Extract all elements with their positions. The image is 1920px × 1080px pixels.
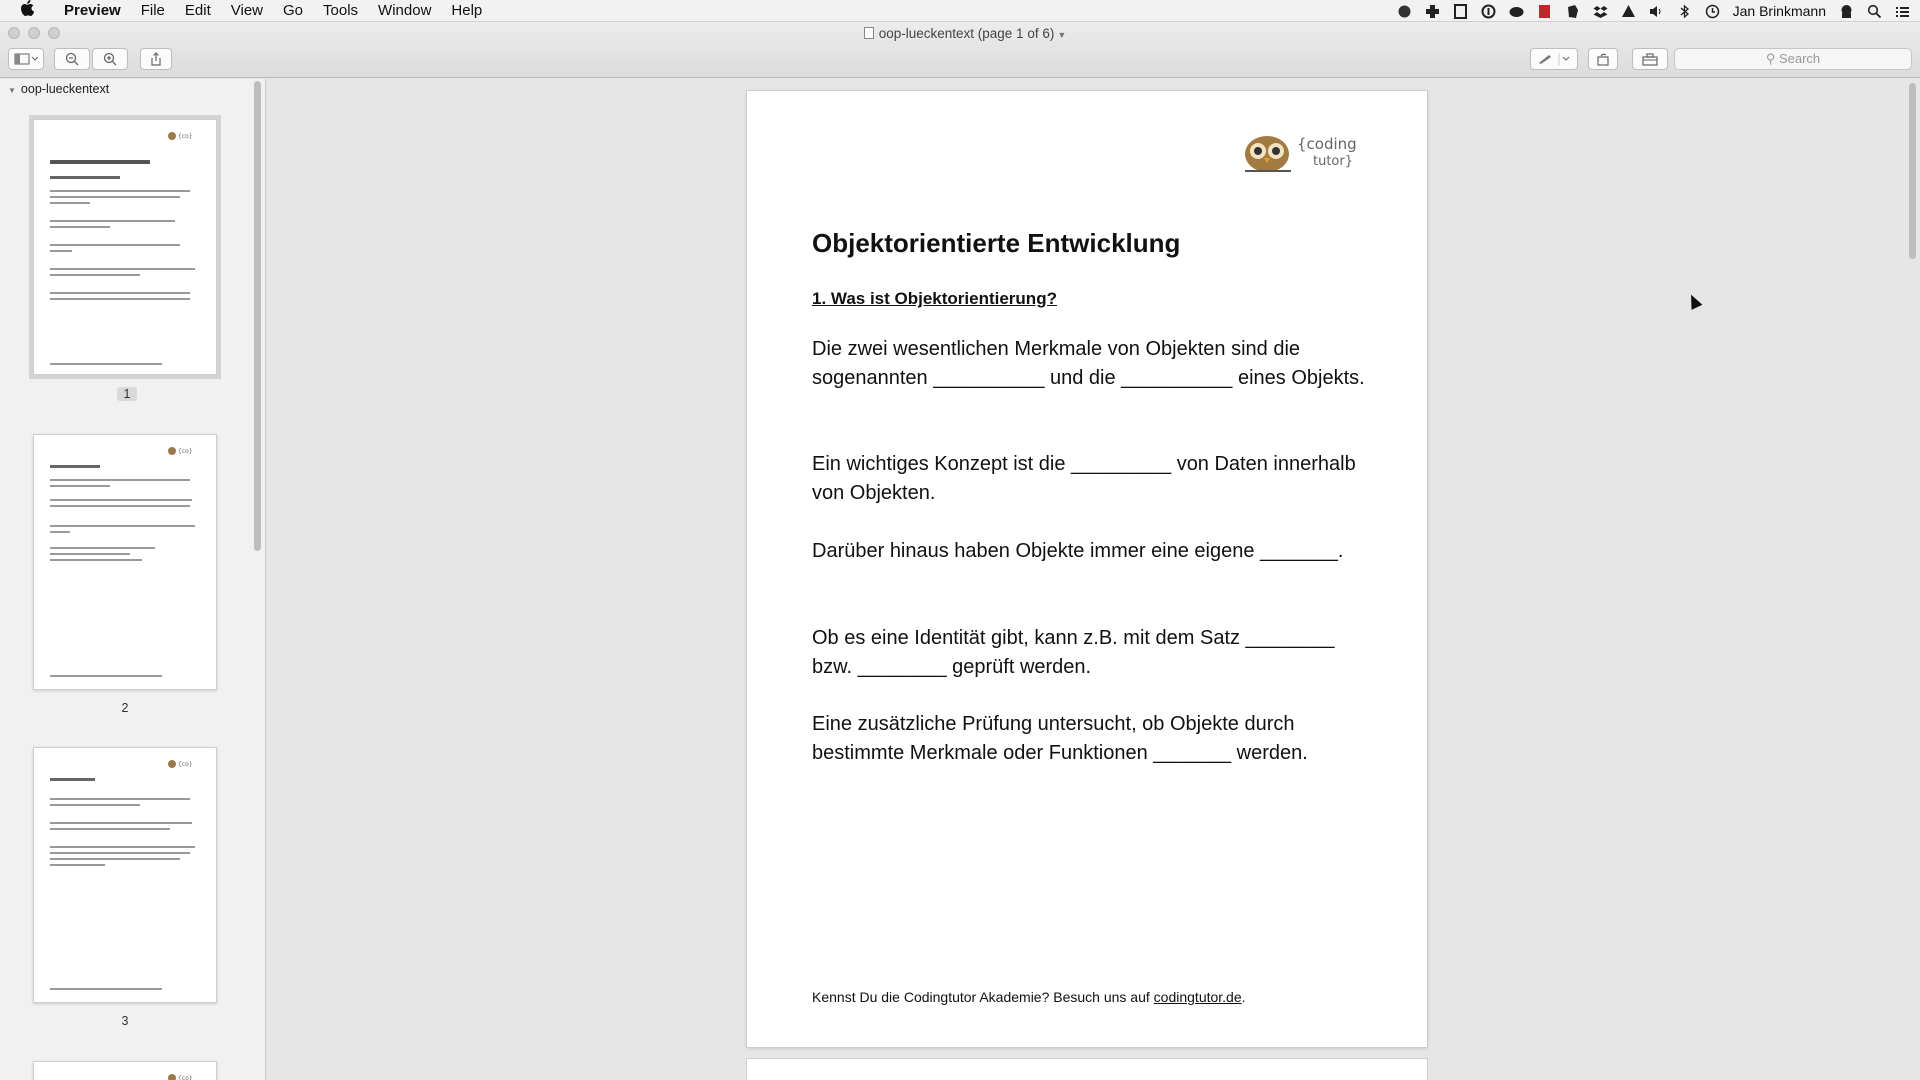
thumbnail-text-line — [50, 274, 140, 276]
status-app-icon[interactable] — [1397, 4, 1412, 19]
thumbnail-footer-line — [50, 675, 162, 677]
sidebar-scrollbar[interactable] — [254, 81, 261, 551]
search-field[interactable] — [1674, 48, 1912, 70]
thumbnail-text-line — [50, 505, 190, 507]
toolbox-icon — [1642, 53, 1658, 66]
thumbnail-text-line — [50, 525, 195, 527]
window-toolbar — [0, 22, 1920, 78]
thumbnail-text-line — [50, 499, 192, 501]
menu-bar — [0, 0, 1920, 22]
chevron-down-icon: ▼ — [1057, 30, 1067, 40]
toolbox-button[interactable] — [1632, 48, 1668, 70]
pdf-page-1 — [747, 91, 1427, 1047]
status-menus — [1397, 0, 1910, 22]
logo-text-coding: {coding — [1297, 135, 1357, 153]
zoom-in-icon — [103, 52, 117, 66]
thumbnail-text-line — [50, 822, 192, 824]
thumbnail-logo — [168, 758, 198, 769]
thumbnail-title-line — [50, 160, 150, 164]
page-thumbnail-3[interactable] — [33, 747, 217, 1003]
drive-status-icon[interactable] — [1621, 4, 1636, 19]
thumbnail-text-line — [50, 479, 190, 481]
thumbnail-text-line — [50, 298, 190, 300]
thumbnail-text-line — [50, 220, 175, 222]
page-thumbnail-2[interactable] — [33, 434, 217, 690]
footer-link[interactable]: codingtutor.de — [1153, 989, 1242, 1005]
thumbnail-heading-line — [50, 465, 100, 468]
rotate-icon — [1596, 52, 1610, 66]
thumbnail-text-line — [50, 196, 180, 198]
thumbnail-footer-line — [50, 988, 162, 990]
zoom-out-button[interactable] — [54, 48, 90, 70]
menu-view[interactable]: View — [230, 2, 263, 19]
thumbnail-text-line — [50, 244, 180, 246]
menu-edit[interactable]: Edit — [184, 2, 211, 19]
thumbnail-text-line — [50, 268, 195, 270]
info-status-icon[interactable] — [1481, 4, 1496, 19]
menu-window[interactable]: Window — [378, 2, 432, 19]
thumbnail-footer-line — [50, 363, 162, 365]
thumbnail-text-line — [50, 864, 105, 866]
sidebar-icon — [14, 53, 38, 65]
plus-status-icon[interactable] — [1425, 4, 1440, 19]
svg-text:{co}: {co} — [178, 761, 193, 768]
thumbnail-text-line — [50, 798, 190, 800]
bookmark-status-icon[interactable] — [1453, 4, 1468, 19]
menu-help[interactable]: Help — [451, 2, 483, 19]
thumbnail-text-line — [50, 547, 155, 549]
search-placeholder: Search — [1778, 51, 1821, 66]
page-number-2: 2 — [121, 701, 129, 715]
thumbnail-text-line — [50, 226, 110, 228]
thumbnail-heading-line — [50, 778, 95, 781]
page-thumbnail-4[interactable] — [33, 1061, 217, 1080]
thumbnail-text-line — [50, 553, 130, 555]
notification-center-icon[interactable] — [1895, 4, 1910, 19]
codingtutor-logo — [1243, 127, 1367, 175]
zoom-in-button[interactable] — [92, 48, 128, 70]
paragraph-4: Ob es eine Identität gibt, kann z.B. mit dem Satz ________ bzw. ________ geprüft werden. — [812, 627, 1335, 678]
logo-text-tutor: tutor} — [1313, 154, 1354, 169]
thumbnail-text-line — [50, 852, 190, 854]
menu-tools[interactable]: Tools — [323, 2, 359, 19]
red-status-icon[interactable] — [1537, 4, 1552, 19]
pen-icon — [1537, 53, 1571, 65]
section-heading: 1. Was ist Objektorientierung? — [812, 289, 1057, 308]
paragraph-3: Darüber hinaus haben Objekte immer eine eigene _______. — [812, 540, 1344, 562]
document-icon — [864, 27, 874, 39]
spotlight-search-icon[interactable] — [1867, 4, 1882, 19]
time-machine-icon[interactable] — [1705, 4, 1720, 19]
page-thumbnail-1[interactable] — [33, 119, 217, 375]
svg-text:{co}: {co} — [178, 1075, 193, 1080]
menu-file[interactable]: File — [140, 2, 165, 19]
paragraph-2: Ein wichtiges Konzept ist die _________ von Daten innerhalb von Objekten. — [812, 453, 1356, 504]
pdf-page-2 — [747, 1059, 1427, 1080]
menu-go[interactable]: Go — [283, 2, 304, 19]
thumbnail-text-line — [50, 846, 195, 848]
thumbnail-text-line — [50, 804, 140, 806]
markup-button[interactable] — [1530, 48, 1578, 70]
user-status-icon[interactable] — [1839, 4, 1854, 19]
rotate-button[interactable] — [1588, 48, 1618, 70]
zoom-out-icon — [65, 52, 79, 66]
thumbnail-text-line — [50, 858, 180, 860]
footer-end: . — [1241, 989, 1246, 1005]
bluetooth-icon[interactable] — [1677, 4, 1692, 19]
document-view[interactable] — [266, 79, 1920, 1080]
thumbnail-logo — [168, 1072, 198, 1080]
share-icon — [150, 52, 162, 66]
thumbnail-text-line — [50, 828, 170, 830]
thumbnail-sidebar — [0, 79, 266, 1080]
search-icon: ⚲ — [1765, 51, 1776, 66]
disclosure-triangle-icon[interactable]: ▼ — [8, 86, 16, 95]
thumbnail-text-line — [50, 292, 190, 294]
menu-preview[interactable]: Preview — [64, 2, 121, 19]
page-number-1: 1 — [117, 387, 137, 401]
thumbnail-logo — [168, 445, 198, 456]
footer-text: Kennst Du die Codingtutor Akademie? Besuch uns auf — [812, 989, 1154, 1005]
dropbox-status-icon[interactable] — [1593, 4, 1608, 19]
page-title: Objektorientierte Entwicklung — [812, 228, 1181, 258]
thumbnail-text-line — [50, 250, 72, 252]
paragraph-5: Eine zusätzliche Prüfung untersucht, ob Objekte durch bestimmte Merkmale oder Funktionen _______ werden. — [812, 713, 1308, 764]
cloud-status-icon[interactable] — [1509, 4, 1524, 19]
sidebar-document-header[interactable] — [8, 82, 109, 96]
thumbnail-text-line — [50, 190, 190, 192]
window-title-text: oop-lueckentext (page 1 of 6) — [878, 26, 1055, 41]
evernote-status-icon[interactable] — [1565, 4, 1580, 19]
page-footer — [812, 989, 1246, 1005]
sidebar-toggle-button[interactable] — [8, 48, 44, 70]
thumbnail-text-line — [50, 202, 90, 204]
user-name[interactable]: Jan Brinkmann — [1732, 3, 1826, 19]
volume-icon[interactable] — [1649, 4, 1664, 19]
thumbnail-text-line — [50, 531, 70, 533]
page-number-3: 3 — [121, 1014, 129, 1028]
document-scrollbar[interactable] — [1909, 83, 1916, 259]
thumbnail-heading-line — [50, 176, 120, 179]
thumbnail-text-line — [50, 559, 142, 561]
sidebar-document-name: oop-lueckentext — [20, 82, 110, 96]
paragraph-1: Die zwei wesentlichen Merkmale von Objekten sind die sogenannten __________ und die __________ eines Objekts. — [812, 338, 1365, 389]
window-title[interactable] — [0, 26, 1920, 41]
thumbnail-logo — [168, 130, 198, 141]
thumbnail-text-line — [50, 485, 110, 487]
share-button[interactable] — [140, 48, 172, 70]
svg-text:{co}: {co} — [178, 448, 193, 455]
svg-text:{co}: {co} — [178, 133, 193, 140]
apple-menu-icon[interactable] — [0, 0, 54, 21]
